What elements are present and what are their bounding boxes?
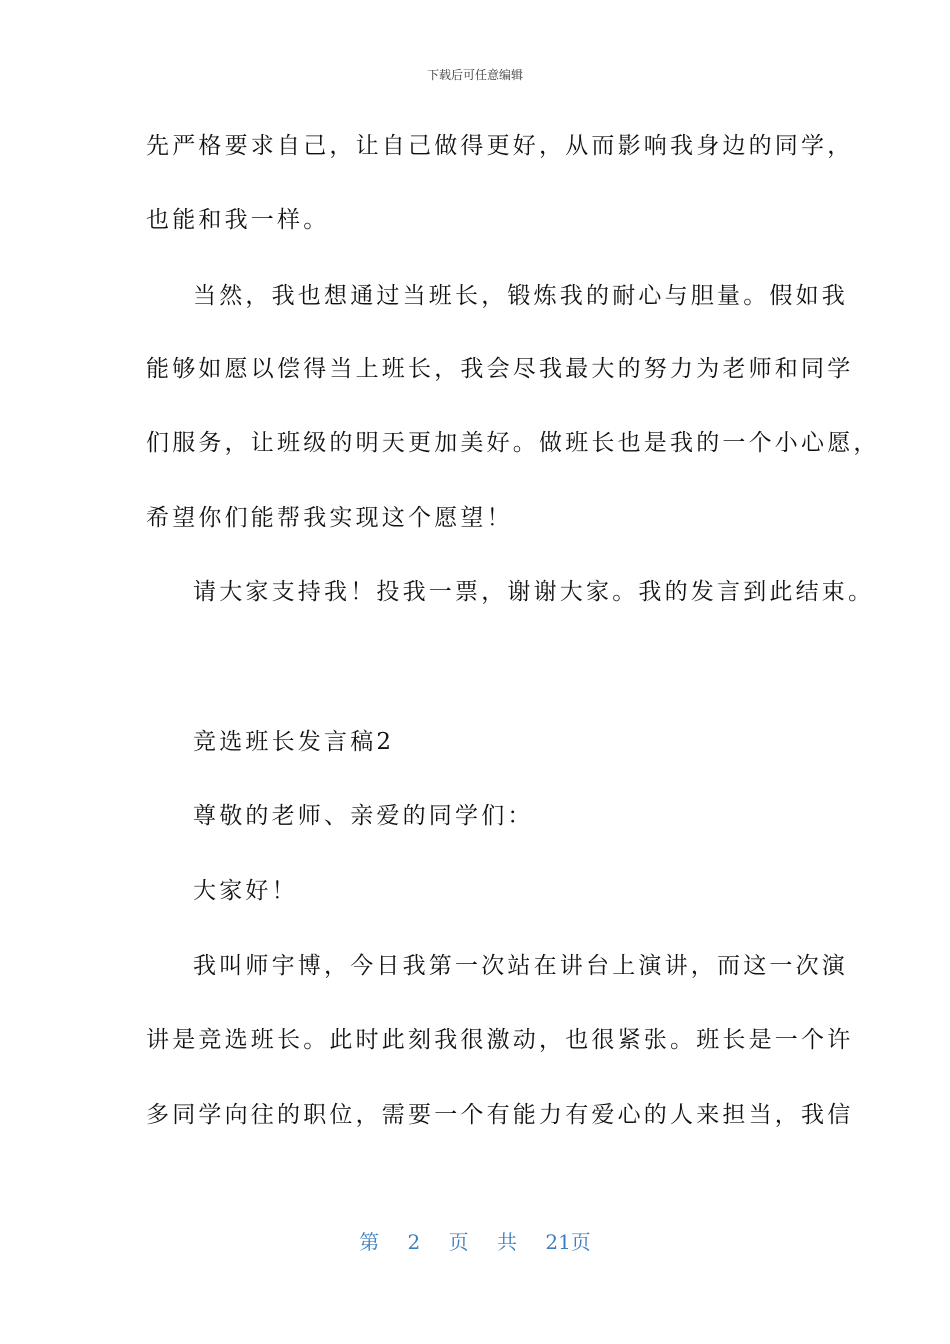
- greeting: 大家好！: [193, 878, 298, 904]
- body-line: 们服务，让班级的明天更加美好。做班长也是我的一个小心愿，: [146, 430, 880, 456]
- body-line: 能够如愿以偿得当上班长，我会尽我最大的努力为老师和同学: [146, 356, 854, 382]
- footer-gong: 共: [497, 1230, 517, 1254]
- page-footer: [0, 1226, 950, 1255]
- body-line: 也能和我一样。: [146, 207, 330, 233]
- body-line: 希望你们能帮我实现这个愿望！: [146, 505, 513, 531]
- footer-page-total: 21页: [545, 1230, 591, 1254]
- header-note: 下载后可任意编辑: [426, 68, 523, 82]
- body-line: 讲是竞选班长。此时此刻我很激动，也很紧张。班长是一个许: [146, 1027, 854, 1053]
- body-line: 多同学向往的职位，需要一个有能力有爱心的人来担当，我信: [146, 1102, 854, 1128]
- footer-page-current: 2: [407, 1230, 421, 1254]
- body-line: 请大家支持我！投我一票，谢谢大家。我的发言到此结束。: [193, 579, 875, 605]
- footer-di: 第: [359, 1230, 380, 1254]
- body-line: 我叫师宇博，今日我第一次站在讲台上演讲，而这一次演: [193, 953, 848, 979]
- body-line: 先严格要求自己，让自己做得更好，从而影响我身边的同学，: [146, 133, 854, 159]
- section-title: 竞选班长发言稿2: [193, 729, 395, 755]
- body-line: 当然，我也想通过当班长，锻炼我的耐心与胆量。假如我: [193, 283, 848, 309]
- footer-ye: 页: [448, 1230, 469, 1254]
- salutation: 尊敬的老师、亲爱的同学们：: [193, 803, 534, 829]
